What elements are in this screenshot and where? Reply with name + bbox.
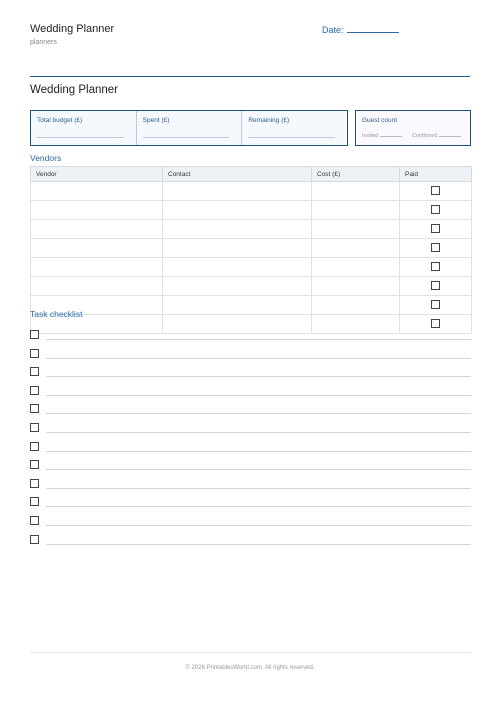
vendor-cell[interactable]: [31, 277, 163, 296]
total-budget-field[interactable]: [31, 111, 137, 145]
header-subtitle: planners: [30, 39, 57, 46]
date-blank-line[interactable]: [347, 25, 399, 33]
task-line[interactable]: [46, 544, 471, 545]
paid-checkbox[interactable]: [431, 243, 440, 252]
paid-cell: [400, 220, 472, 239]
task-checkbox[interactable]: [30, 330, 39, 339]
vendor-cell[interactable]: [31, 239, 163, 258]
paid-column-header: Paid: [400, 167, 472, 182]
confirmed-label: Confirmed: [412, 133, 438, 139]
list-item: [30, 364, 471, 383]
cost-cell[interactable]: [312, 182, 400, 201]
cost-cell[interactable]: [312, 277, 400, 296]
list-item: [30, 513, 471, 532]
contact-cell[interactable]: [163, 239, 312, 258]
cost-column-header: Cost (£): [312, 167, 400, 182]
list-item: [30, 401, 471, 420]
total-budget-label: Total budget (£): [37, 117, 83, 124]
task-line[interactable]: [46, 525, 471, 526]
cost-cell[interactable]: [312, 220, 400, 239]
task-checkbox[interactable]: [30, 516, 39, 525]
task-line[interactable]: [46, 506, 471, 507]
paid-checkbox[interactable]: [431, 205, 440, 214]
vendors-table: [30, 166, 472, 334]
task-checkbox[interactable]: [30, 367, 39, 376]
spent-label: Spent (£): [142, 117, 170, 124]
list-item: [30, 383, 471, 402]
footer-divider: [30, 652, 471, 653]
paid-cell: [400, 258, 472, 277]
vendors-table-body: [31, 182, 472, 334]
paid-checkbox[interactable]: [431, 300, 440, 309]
paid-checkbox[interactable]: [431, 224, 440, 233]
invited-field[interactable]: [362, 132, 402, 139]
task-line[interactable]: [46, 339, 471, 340]
cost-cell[interactable]: [312, 201, 400, 220]
paid-cell: [400, 296, 472, 315]
confirmed-line[interactable]: [439, 132, 461, 137]
task-line[interactable]: [46, 488, 471, 489]
vendor-cell[interactable]: [31, 201, 163, 220]
invited-line[interactable]: [380, 132, 402, 137]
vendors-heading: Vendors: [30, 153, 62, 163]
table-row: [31, 296, 472, 315]
task-checkbox[interactable]: [30, 349, 39, 358]
paid-checkbox[interactable]: [431, 262, 440, 271]
date-field[interactable]: [322, 25, 399, 35]
spent-line[interactable]: [143, 137, 230, 138]
vendor-cell[interactable]: [31, 258, 163, 277]
invited-label: Invited: [362, 133, 379, 139]
paid-cell: [400, 277, 472, 296]
table-row: [31, 239, 472, 258]
list-item: [30, 346, 471, 365]
cost-cell[interactable]: [312, 296, 400, 315]
footer-copyright: © 2026 PrintablesWorld.com. All rights reserved.: [185, 665, 315, 671]
budget-panel: [30, 110, 348, 146]
task-checkbox[interactable]: [30, 423, 39, 432]
task-line[interactable]: [46, 451, 471, 452]
header-divider: [30, 76, 470, 77]
paid-cell: [400, 182, 472, 201]
list-item: [30, 532, 471, 551]
task-line[interactable]: [46, 413, 471, 414]
contact-column-header: Contact: [163, 167, 312, 182]
list-item: [30, 476, 471, 495]
remaining-field[interactable]: [242, 111, 347, 145]
spent-field[interactable]: [137, 111, 243, 145]
table-row: [31, 277, 472, 296]
list-item: [30, 457, 471, 476]
paid-cell: [400, 201, 472, 220]
task-checkbox[interactable]: [30, 386, 39, 395]
confirmed-field[interactable]: [412, 132, 461, 139]
task-checklist-heading: Task checklist: [30, 309, 83, 319]
task-checkbox[interactable]: [30, 404, 39, 413]
vendors-header-row: [31, 167, 472, 182]
page-title: Wedding Planner: [30, 84, 119, 96]
list-item: [30, 420, 471, 439]
list-item: [30, 327, 471, 346]
cost-cell[interactable]: [312, 258, 400, 277]
task-checkbox[interactable]: [30, 497, 39, 506]
vendor-column-header: Vendor: [31, 167, 163, 182]
contact-cell[interactable]: [163, 296, 312, 315]
guest-count-panel: [355, 110, 471, 146]
contact-cell[interactable]: [163, 258, 312, 277]
table-row: [31, 201, 472, 220]
task-checkbox[interactable]: [30, 442, 39, 451]
paid-checkbox[interactable]: [431, 186, 440, 195]
contact-cell[interactable]: [163, 277, 312, 296]
total-budget-line[interactable]: [37, 137, 124, 138]
task-line[interactable]: [46, 469, 471, 470]
paid-cell: [400, 239, 472, 258]
task-line[interactable]: [46, 376, 471, 377]
list-item: [30, 439, 471, 458]
paid-checkbox[interactable]: [431, 281, 440, 290]
vendor-cell[interactable]: [31, 182, 163, 201]
task-checkbox[interactable]: [30, 479, 39, 488]
vendor-cell[interactable]: [31, 220, 163, 239]
cost-cell[interactable]: [312, 239, 400, 258]
task-checkbox[interactable]: [30, 460, 39, 469]
date-label: Date:: [322, 25, 344, 35]
guest-count-label: Guest count: [362, 117, 398, 124]
contact-cell[interactable]: [163, 182, 312, 201]
task-checkbox[interactable]: [30, 535, 39, 544]
header-title: Wedding Planner: [30, 23, 115, 35]
task-line[interactable]: [46, 395, 471, 396]
contact-cell[interactable]: [163, 220, 312, 239]
table-row: [31, 258, 472, 277]
task-line[interactable]: [46, 432, 471, 433]
remaining-label: Remaining (£): [248, 117, 290, 124]
table-row: [31, 182, 472, 201]
remaining-line[interactable]: [248, 137, 335, 138]
table-row: [31, 220, 472, 239]
list-item: [30, 494, 471, 513]
task-line[interactable]: [46, 358, 471, 359]
contact-cell[interactable]: [163, 201, 312, 220]
